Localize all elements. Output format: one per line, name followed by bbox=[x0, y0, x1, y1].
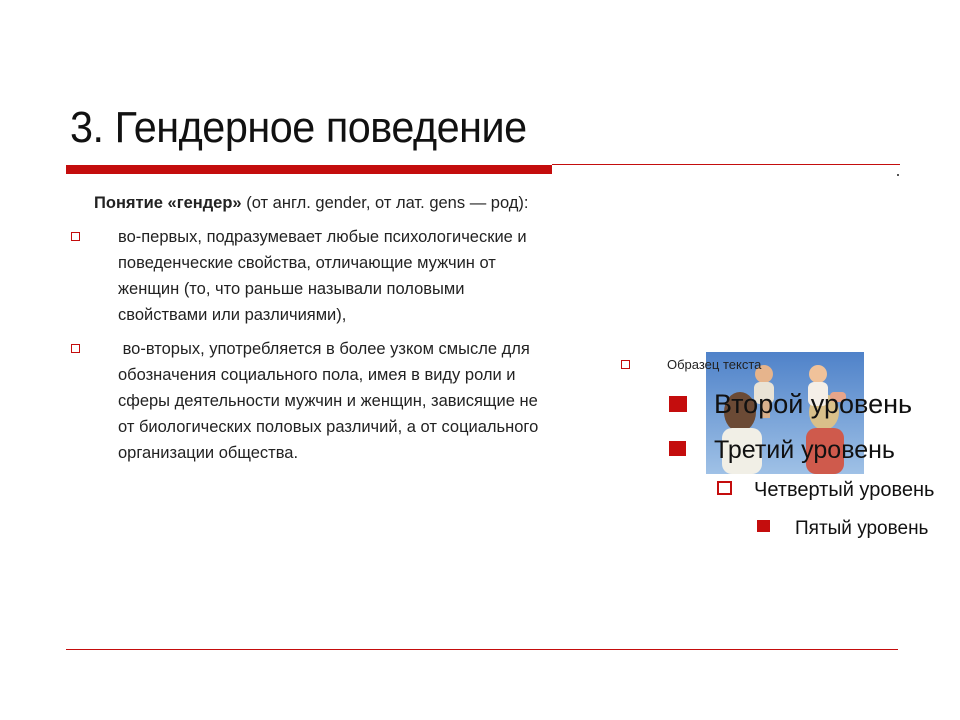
left-text-placeholder bbox=[70, 190, 580, 466]
level-5-text: Пятый уровень bbox=[795, 518, 929, 539]
bullet-line: поведенческие свойства, отличающие мужчин от bbox=[118, 254, 496, 272]
solid-square-bullet-icon bbox=[669, 441, 686, 456]
bullet-line: обозначения социального пола, имея в виду роли и bbox=[118, 366, 516, 384]
bullet-line: свойствами или различиями), bbox=[118, 306, 347, 324]
hollow-square-bullet-icon bbox=[621, 360, 630, 369]
solid-square-bullet-icon bbox=[757, 520, 770, 532]
slide-title: 3. Гендерное поведение bbox=[70, 103, 527, 152]
bullet-line: организации общества. bbox=[118, 444, 299, 462]
hollow-square-bullet-icon bbox=[71, 232, 80, 241]
level-2-text: Второй уровень bbox=[714, 389, 913, 419]
hollow-square-bullet-icon bbox=[71, 344, 80, 353]
bullet-line: сферы деятельности мужчин и женщин, зависящие не bbox=[118, 392, 538, 410]
decorative-dot bbox=[897, 174, 899, 176]
level-1-text: Образец текста bbox=[667, 357, 762, 372]
bullet-line: от биологических половых различий, а от социального bbox=[118, 418, 539, 436]
hollow-square-bullet-icon bbox=[717, 481, 732, 495]
intro-line bbox=[94, 190, 580, 216]
intro-definition: (от англ. gender, от лат. gens — род): bbox=[241, 194, 529, 212]
bullet-line: женщин (то, что раньше называли половыми bbox=[118, 280, 465, 298]
title-rule bbox=[552, 164, 900, 165]
footer-rule bbox=[66, 649, 898, 650]
list-item bbox=[70, 224, 580, 328]
level-4-text: Четвертый уровень bbox=[754, 479, 935, 501]
bullet-line: во-первых, подразумевает любые психологические и bbox=[118, 228, 527, 246]
bullet-line: во-вторых, употребляется в более узком смысле для bbox=[118, 340, 530, 358]
level-3-text: Третий уровень bbox=[714, 436, 895, 464]
solid-square-bullet-icon bbox=[669, 396, 687, 412]
title-underline-bar bbox=[66, 165, 552, 174]
list-item bbox=[70, 336, 580, 466]
intro-term: Понятие «гендер» bbox=[94, 194, 242, 212]
